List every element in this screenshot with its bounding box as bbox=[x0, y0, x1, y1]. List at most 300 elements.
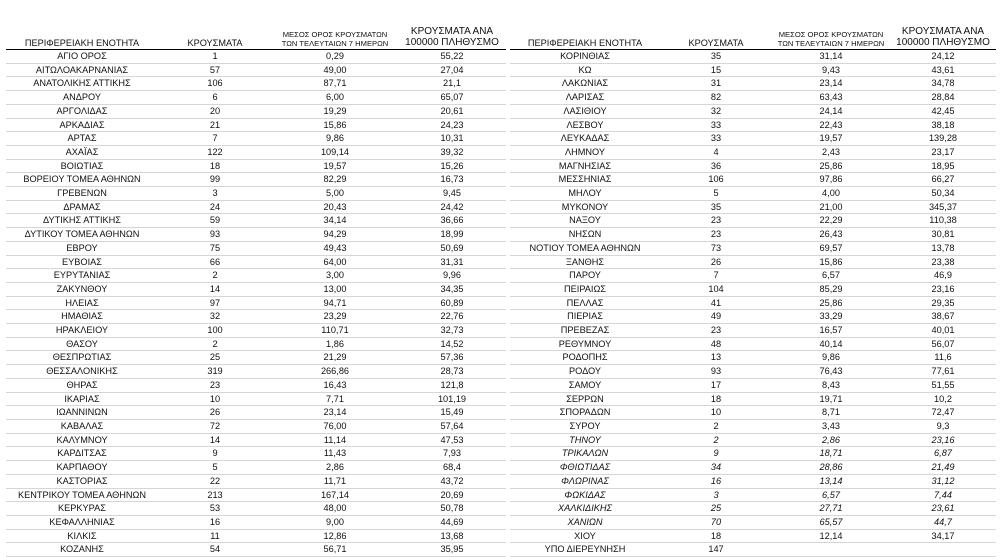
cell-avg: 69,57 bbox=[772, 241, 890, 255]
cell-region: ΘΕΣΠΡΩΤΙΑΣ bbox=[6, 351, 158, 365]
cell-region: ΙΚΑΡΙΑΣ bbox=[6, 392, 158, 406]
cell-cases: 24 bbox=[158, 200, 272, 214]
cell-avg: 82,29 bbox=[272, 173, 398, 187]
cell-region: ΗΜΑΘΙΑΣ bbox=[6, 310, 158, 324]
cell-cases: 7 bbox=[660, 269, 772, 283]
cell-avg: 13,14 bbox=[772, 474, 890, 488]
cell-rate: 22,76 bbox=[398, 310, 506, 324]
table-row bbox=[6, 406, 506, 420]
cell-cases: 26 bbox=[158, 406, 272, 420]
cell-cases: 18 bbox=[660, 529, 772, 543]
cell-avg: 6,57 bbox=[772, 269, 890, 283]
cell-cases: 14 bbox=[158, 433, 272, 447]
cell-region: ΚΕΦΑΛΛΗΝΙΑΣ bbox=[6, 515, 158, 529]
table-row bbox=[6, 488, 506, 502]
cell-cases: 53 bbox=[158, 502, 272, 516]
cell-avg: 15,86 bbox=[772, 255, 890, 269]
table-row bbox=[510, 419, 996, 433]
table-row bbox=[6, 77, 506, 91]
cell-cases: 31 bbox=[660, 77, 772, 91]
cell-avg: 2,86 bbox=[772, 433, 890, 447]
cell-cases: 33 bbox=[660, 118, 772, 132]
cell-rate: 29,35 bbox=[890, 296, 996, 310]
cell-cases: 2 bbox=[660, 419, 772, 433]
cell-cases: 5 bbox=[158, 461, 272, 475]
cell-rate: 50,69 bbox=[398, 241, 506, 255]
cell-rate: 50,78 bbox=[398, 502, 506, 516]
table-row bbox=[6, 241, 506, 255]
cell-region: ΜΥΚΟΝΟΥ bbox=[510, 200, 660, 214]
cell-avg: 1,86 bbox=[272, 337, 398, 351]
table-row bbox=[6, 173, 506, 187]
cell-cases: 23 bbox=[660, 324, 772, 338]
cell-avg: 64,00 bbox=[272, 255, 398, 269]
table-row bbox=[6, 543, 506, 557]
table-row bbox=[6, 447, 506, 461]
cell-rate: 57,36 bbox=[398, 351, 506, 365]
cell-avg: 12,86 bbox=[272, 529, 398, 543]
cell-avg: 109,14 bbox=[272, 145, 398, 159]
table-row bbox=[510, 515, 996, 529]
cell-region: ΚΑΒΑΛΑΣ bbox=[6, 419, 158, 433]
cell-avg: 56,71 bbox=[272, 543, 398, 557]
cell-avg: 0,29 bbox=[272, 50, 398, 64]
table-row bbox=[6, 159, 506, 173]
table-header-row bbox=[6, 26, 506, 50]
cell-cases: 6 bbox=[158, 91, 272, 105]
cell-region: ΑΝΑΤΟΛΙΚΗΣ ΑΤΤΙΚΗΣ bbox=[6, 77, 158, 91]
cell-rate: 6,87 bbox=[890, 447, 996, 461]
cell-avg: 87,71 bbox=[272, 77, 398, 91]
cell-cases: 33 bbox=[660, 132, 772, 146]
cell-region: ΦΩΚΙΔΑΣ bbox=[510, 488, 660, 502]
cell-avg: 7,71 bbox=[272, 392, 398, 406]
cell-avg: 15,86 bbox=[272, 118, 398, 132]
cell-cases: 35 bbox=[660, 200, 772, 214]
cell-cases: 23 bbox=[660, 228, 772, 242]
cell-rate: 121,8 bbox=[398, 378, 506, 392]
cell-avg: 76,00 bbox=[272, 419, 398, 433]
cell-avg: 19,71 bbox=[772, 392, 890, 406]
cell-cases: 18 bbox=[158, 159, 272, 173]
cell-region: ΘΕΣΣΑΛΟΝΙΚΗΣ bbox=[6, 365, 158, 379]
cell-cases: 106 bbox=[158, 77, 272, 91]
cell-avg: 5,00 bbox=[272, 187, 398, 201]
cell-cases: 99 bbox=[158, 173, 272, 187]
table-row bbox=[6, 214, 506, 228]
cell-cases: 22 bbox=[158, 474, 272, 488]
cell-rate: 68,4 bbox=[398, 461, 506, 475]
cell-rate: 56,07 bbox=[890, 337, 996, 351]
header-region: ΠΕΡΙΦΕΡΕΙΑΚΗ ΕΝΟΤΗΤΑ bbox=[510, 26, 660, 50]
cell-rate: 40,01 bbox=[890, 324, 996, 338]
cell-cases: 3 bbox=[158, 187, 272, 201]
cell-rate: 77,61 bbox=[890, 365, 996, 379]
header-cases: ΚΡΟΥΣΜΑΤΑ bbox=[660, 26, 772, 50]
table-row bbox=[510, 488, 996, 502]
table-row bbox=[510, 77, 996, 91]
cell-avg: 27,71 bbox=[772, 502, 890, 516]
table-row bbox=[6, 282, 506, 296]
cell-cases: 82 bbox=[660, 91, 772, 105]
table-row bbox=[6, 200, 506, 214]
cell-rate: 38,18 bbox=[890, 118, 996, 132]
cell-region: ΜΗΛΟΥ bbox=[510, 187, 660, 201]
cell-cases: 13 bbox=[660, 351, 772, 365]
cell-avg: 11,43 bbox=[272, 447, 398, 461]
cell-avg: 33,29 bbox=[772, 310, 890, 324]
table-row bbox=[510, 543, 996, 557]
cell-region: ΠΕΙΡΑΙΩΣ bbox=[510, 282, 660, 296]
cell-avg: 19,29 bbox=[272, 104, 398, 118]
cell-cases: 59 bbox=[158, 214, 272, 228]
cell-region: ΘΑΣΟΥ bbox=[6, 337, 158, 351]
table-row bbox=[510, 269, 996, 283]
cell-avg: 40,14 bbox=[772, 337, 890, 351]
cell-cases: 72 bbox=[158, 419, 272, 433]
cell-avg bbox=[772, 543, 890, 557]
table-row bbox=[510, 337, 996, 351]
table-row bbox=[510, 502, 996, 516]
cell-rate: 24,42 bbox=[398, 200, 506, 214]
cell-region: ΑΡΤΑΣ bbox=[6, 132, 158, 146]
cell-region: ΛΗΜΝΟΥ bbox=[510, 145, 660, 159]
table-row bbox=[510, 173, 996, 187]
cell-rate: 65,07 bbox=[398, 91, 506, 105]
table-row bbox=[6, 296, 506, 310]
cell-cases: 17 bbox=[660, 378, 772, 392]
table-row bbox=[6, 365, 506, 379]
cell-cases: 93 bbox=[660, 365, 772, 379]
cell-avg: 16,43 bbox=[272, 378, 398, 392]
cell-rate: 44,69 bbox=[398, 515, 506, 529]
cell-rate: 20,69 bbox=[398, 488, 506, 502]
cell-avg: 266,86 bbox=[272, 365, 398, 379]
cell-avg: 23,14 bbox=[772, 77, 890, 91]
cell-region: ΠΕΛΛΑΣ bbox=[510, 296, 660, 310]
cell-rate: 72,47 bbox=[890, 406, 996, 420]
cell-cases: 18 bbox=[660, 392, 772, 406]
cell-rate: 31,31 bbox=[398, 255, 506, 269]
cell-rate: 14,52 bbox=[398, 337, 506, 351]
cell-region: ΣΠΟΡΑΔΩΝ bbox=[510, 406, 660, 420]
cell-region: ΧΙΟΥ bbox=[510, 529, 660, 543]
cell-region: ΛΑΡΙΣΑΣ bbox=[510, 91, 660, 105]
table-row bbox=[6, 118, 506, 132]
table-row bbox=[510, 447, 996, 461]
cell-cases: 16 bbox=[660, 474, 772, 488]
cell-region: ΓΡΕΒΕΝΩΝ bbox=[6, 187, 158, 201]
cell-avg: 76,43 bbox=[772, 365, 890, 379]
cell-rate: 39,32 bbox=[398, 145, 506, 159]
cell-avg: 9,86 bbox=[772, 351, 890, 365]
cell-region: ΗΡΑΚΛΕΙΟΥ bbox=[6, 324, 158, 338]
cell-rate: 30,81 bbox=[890, 228, 996, 242]
cell-avg: 94,71 bbox=[272, 296, 398, 310]
cell-rate: 13,78 bbox=[890, 241, 996, 255]
cell-rate: 9,3 bbox=[890, 419, 996, 433]
cell-region: ΧΑΝΙΩΝ bbox=[510, 515, 660, 529]
table-row bbox=[6, 392, 506, 406]
cell-rate: 66,27 bbox=[890, 173, 996, 187]
cell-rate: 345,37 bbox=[890, 200, 996, 214]
cell-rate: 47,53 bbox=[398, 433, 506, 447]
cell-region: ΚΑΛΥΜΝΟΥ bbox=[6, 433, 158, 447]
cell-region: ΣΕΡΡΩΝ bbox=[510, 392, 660, 406]
cell-rate: 34,78 bbox=[890, 77, 996, 91]
cell-cases: 49 bbox=[660, 310, 772, 324]
table-row bbox=[510, 118, 996, 132]
cell-avg: 9,00 bbox=[272, 515, 398, 529]
table-row bbox=[510, 91, 996, 105]
cell-cases: 73 bbox=[660, 241, 772, 255]
cell-avg: 6,57 bbox=[772, 488, 890, 502]
cell-avg: 49,43 bbox=[272, 241, 398, 255]
cell-rate: 43,61 bbox=[890, 63, 996, 77]
cell-rate: 139,28 bbox=[890, 132, 996, 146]
cell-region: ΒΟΙΩΤΙΑΣ bbox=[6, 159, 158, 173]
cell-cases: 70 bbox=[660, 515, 772, 529]
cell-cases: 147 bbox=[660, 543, 772, 557]
cell-cases: 36 bbox=[660, 159, 772, 173]
cell-cases: 213 bbox=[158, 488, 272, 502]
cell-avg: 28,86 bbox=[772, 461, 890, 475]
cell-cases: 3 bbox=[660, 488, 772, 502]
cell-cases: 32 bbox=[158, 310, 272, 324]
cell-rate: 55,22 bbox=[398, 50, 506, 64]
header-rate: ΚΡΟΥΣΜΑΤΑ ΑΝΑ 100000 ΠΛΗΘΥΣΜΟ bbox=[890, 26, 996, 50]
cell-region: ΦΘΙΩΤΙΔΑΣ bbox=[510, 461, 660, 475]
cell-cases: 122 bbox=[158, 145, 272, 159]
table-row bbox=[510, 406, 996, 420]
cell-region: ΤΗΝΟΥ bbox=[510, 433, 660, 447]
cell-region: ΑΡΚΑΔΙΑΣ bbox=[6, 118, 158, 132]
cell-rate: 50,34 bbox=[890, 187, 996, 201]
cell-cases: 25 bbox=[660, 502, 772, 516]
cell-avg: 34,14 bbox=[272, 214, 398, 228]
table-row bbox=[6, 419, 506, 433]
cell-rate: 7,44 bbox=[890, 488, 996, 502]
cell-region: ΔΡΑΜΑΣ bbox=[6, 200, 158, 214]
cell-region: ΛΑΣΙΘΙΟΥ bbox=[510, 104, 660, 118]
cell-rate: 27,04 bbox=[398, 63, 506, 77]
table-row bbox=[6, 132, 506, 146]
cell-rate: 23,17 bbox=[890, 145, 996, 159]
cell-region: ΔΥΤΙΚΟΥ ΤΟΜΕΑ ΑΘΗΝΩΝ bbox=[6, 228, 158, 242]
cell-rate: 18,99 bbox=[398, 228, 506, 242]
cell-region: ΕΥΡΥΤΑΝΙΑΣ bbox=[6, 269, 158, 283]
cell-cases: 2 bbox=[158, 269, 272, 283]
cell-rate: 60,89 bbox=[398, 296, 506, 310]
header-rate: ΚΡΟΥΣΜΑΤΑ ΑΝΑ 100000 ΠΛΗΘΥΣΜΟ bbox=[398, 26, 506, 50]
cell-cases: 2 bbox=[158, 337, 272, 351]
cell-cases: 48 bbox=[660, 337, 772, 351]
cell-avg: 24,14 bbox=[772, 104, 890, 118]
cell-avg: 2,43 bbox=[772, 145, 890, 159]
table-row bbox=[510, 63, 996, 77]
cell-region: ΝΑΞΟΥ bbox=[510, 214, 660, 228]
cell-region: ΑΙΤΩΛΟΑΚΑΡΝΑΝΙΑΣ bbox=[6, 63, 158, 77]
cell-avg: 25,86 bbox=[772, 296, 890, 310]
cell-cases: 106 bbox=[660, 173, 772, 187]
cell-region: ΦΛΩΡΙΝΑΣ bbox=[510, 474, 660, 488]
cell-rate: 23,16 bbox=[890, 282, 996, 296]
cell-region: ΧΑΛΚΙΔΙΚΗΣ bbox=[510, 502, 660, 516]
cell-avg: 63,43 bbox=[772, 91, 890, 105]
cell-rate: 42,45 bbox=[890, 104, 996, 118]
table-row bbox=[510, 214, 996, 228]
cell-cases: 26 bbox=[660, 255, 772, 269]
cell-avg: 19,57 bbox=[772, 132, 890, 146]
table-row bbox=[510, 187, 996, 201]
cell-avg: 3,43 bbox=[772, 419, 890, 433]
cell-avg: 11,71 bbox=[272, 474, 398, 488]
table-row bbox=[510, 474, 996, 488]
table-row bbox=[510, 378, 996, 392]
table-row bbox=[6, 187, 506, 201]
table-row bbox=[510, 433, 996, 447]
cell-rate: 13,68 bbox=[398, 529, 506, 543]
cell-cases: 7 bbox=[158, 132, 272, 146]
cell-rate: 51,55 bbox=[890, 378, 996, 392]
table-body-right bbox=[510, 50, 996, 557]
cell-cases: 97 bbox=[158, 296, 272, 310]
cell-cases: 1 bbox=[158, 50, 272, 64]
cell-region: ΚΑΣΤΟΡΙΑΣ bbox=[6, 474, 158, 488]
cell-rate: 23,61 bbox=[890, 502, 996, 516]
table-row bbox=[6, 145, 506, 159]
table-row bbox=[6, 502, 506, 516]
cell-region: ΠΡΕΒΕΖΑΣ bbox=[510, 324, 660, 338]
cell-avg: 8,71 bbox=[772, 406, 890, 420]
table-row bbox=[6, 515, 506, 529]
cell-rate: 20,61 bbox=[398, 104, 506, 118]
cell-cases: 20 bbox=[158, 104, 272, 118]
cell-cases: 25 bbox=[158, 351, 272, 365]
table-row bbox=[6, 474, 506, 488]
cell-avg: 3,00 bbox=[272, 269, 398, 283]
cell-cases: 15 bbox=[660, 63, 772, 77]
table-row bbox=[6, 310, 506, 324]
cell-rate: 24,23 bbox=[398, 118, 506, 132]
cell-region: ΥΠΟ ΔΙΕΡΕΥΝΗΣΗ bbox=[510, 543, 660, 557]
cell-region: ΚΟΡΙΝΘΙΑΣ bbox=[510, 50, 660, 64]
table-row bbox=[6, 378, 506, 392]
cell-cases: 35 bbox=[660, 50, 772, 64]
cell-rate: 16,73 bbox=[398, 173, 506, 187]
cell-avg: 22,43 bbox=[772, 118, 890, 132]
cell-region: ΚΕΝΤΡΙΚΟΥ ΤΟΜΕΑ ΑΘΗΝΩΝ bbox=[6, 488, 158, 502]
cell-region: ΛΕΥΚΑΔΑΣ bbox=[510, 132, 660, 146]
cell-avg: 4,00 bbox=[772, 187, 890, 201]
table-row bbox=[6, 104, 506, 118]
cell-avg: 26,43 bbox=[772, 228, 890, 242]
cell-avg: 8,43 bbox=[772, 378, 890, 392]
cell-avg: 21,00 bbox=[772, 200, 890, 214]
cell-avg: 9,86 bbox=[272, 132, 398, 146]
cell-cases: 21 bbox=[158, 118, 272, 132]
cell-region: ΛΑΚΩΝΙΑΣ bbox=[510, 77, 660, 91]
cell-avg: 23,29 bbox=[272, 310, 398, 324]
table-row bbox=[6, 91, 506, 105]
cell-avg: 48,00 bbox=[272, 502, 398, 516]
cell-rate: 28,73 bbox=[398, 365, 506, 379]
cell-rate: 31,12 bbox=[890, 474, 996, 488]
table-row bbox=[6, 351, 506, 365]
table-row bbox=[510, 241, 996, 255]
table-row bbox=[510, 282, 996, 296]
header-cases: ΚΡΟΥΣΜΑΤΑ bbox=[158, 26, 272, 50]
cell-cases: 57 bbox=[158, 63, 272, 77]
cell-region: ΡΕΘΥΜΝΟΥ bbox=[510, 337, 660, 351]
table-row bbox=[510, 351, 996, 365]
table-row bbox=[6, 461, 506, 475]
cell-region: ΞΑΝΘΗΣ bbox=[510, 255, 660, 269]
cell-cases: 5 bbox=[660, 187, 772, 201]
table-row bbox=[510, 132, 996, 146]
cell-region: ΑΡΓΟΛΙΔΑΣ bbox=[6, 104, 158, 118]
table-row bbox=[510, 324, 996, 338]
cell-rate: 10,31 bbox=[398, 132, 506, 146]
cell-region: ΒΟΡΕΙΟΥ ΤΟΜΕΑ ΑΘΗΝΩΝ bbox=[6, 173, 158, 187]
cell-rate: 24,12 bbox=[890, 50, 996, 64]
cell-region: ΝΟΤΙΟΥ ΤΟΜΕΑ ΑΘΗΝΩΝ bbox=[510, 241, 660, 255]
cell-region: ΤΡΙΚΑΛΩΝ bbox=[510, 447, 660, 461]
table-row bbox=[510, 392, 996, 406]
cell-cases: 4 bbox=[660, 145, 772, 159]
cell-rate: 21,49 bbox=[890, 461, 996, 475]
cell-rate: 46,9 bbox=[890, 269, 996, 283]
table-row bbox=[510, 310, 996, 324]
cell-region: ΜΕΣΣΗΝΙΑΣ bbox=[510, 173, 660, 187]
cell-rate bbox=[890, 543, 996, 557]
cell-region: ΚΑΡΠΑΘΟΥ bbox=[6, 461, 158, 475]
cell-rate: 28,84 bbox=[890, 91, 996, 105]
cell-region: ΖΑΚΥΝΘΟΥ bbox=[6, 282, 158, 296]
cell-rate: 11,6 bbox=[890, 351, 996, 365]
cell-region: ΣΥΡΟΥ bbox=[510, 419, 660, 433]
cell-cases: 10 bbox=[660, 406, 772, 420]
cell-cases: 11 bbox=[158, 529, 272, 543]
cell-rate: 43,72 bbox=[398, 474, 506, 488]
cell-region: ΛΕΣΒΟΥ bbox=[510, 118, 660, 132]
table-row bbox=[6, 63, 506, 77]
cell-avg: 85,29 bbox=[772, 282, 890, 296]
table-row bbox=[510, 228, 996, 242]
cell-cases: 93 bbox=[158, 228, 272, 242]
table-row bbox=[510, 200, 996, 214]
cell-cases: 75 bbox=[158, 241, 272, 255]
cell-cases: 104 bbox=[660, 282, 772, 296]
table-row bbox=[6, 269, 506, 283]
cell-avg: 19,57 bbox=[272, 159, 398, 173]
cell-region: ΡΟΔΟΥ bbox=[510, 365, 660, 379]
cell-region: ΠΑΡΟΥ bbox=[510, 269, 660, 283]
cell-region: ΝΗΣΩΝ bbox=[510, 228, 660, 242]
cell-cases: 32 bbox=[660, 104, 772, 118]
cell-rate: 9,45 bbox=[398, 187, 506, 201]
cell-region: ΚΙΛΚΙΣ bbox=[6, 529, 158, 543]
cell-region: ΑΓΙΟ ΟΡΟΣ bbox=[6, 50, 158, 64]
cell-avg: 6,00 bbox=[272, 91, 398, 105]
cell-rate: 44,7 bbox=[890, 515, 996, 529]
cell-rate: 18,95 bbox=[890, 159, 996, 173]
cell-rate: 101,19 bbox=[398, 392, 506, 406]
cell-rate: 10,2 bbox=[890, 392, 996, 406]
cell-rate: 32,73 bbox=[398, 324, 506, 338]
cell-avg: 23,14 bbox=[272, 406, 398, 420]
cell-region: ΣΑΜΟΥ bbox=[510, 378, 660, 392]
